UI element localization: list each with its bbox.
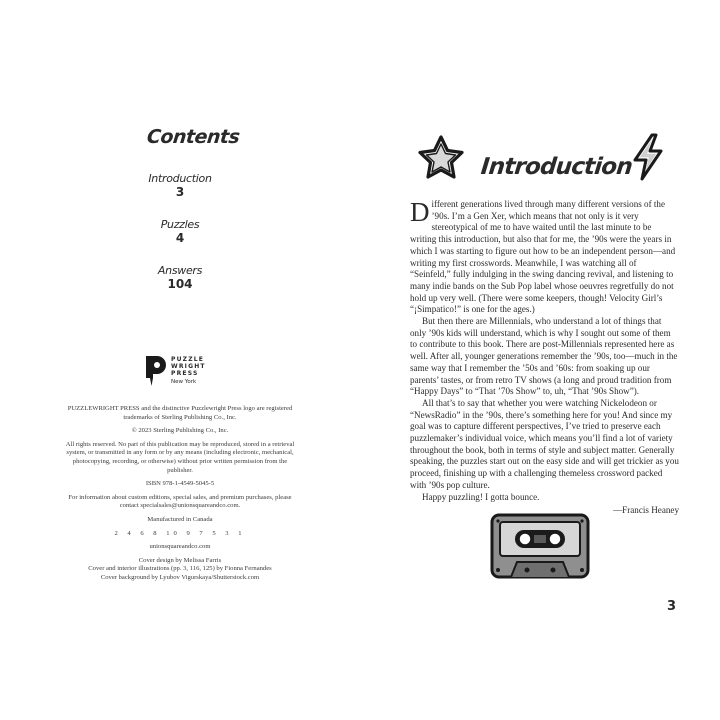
isbn: ISBN 978-1-4549-5045-5 — [145, 480, 215, 488]
logo-line: PRESS — [171, 370, 199, 377]
toc-entry-puzzles[interactable] — [130, 218, 230, 264]
publisher-logo — [143, 354, 223, 390]
print-line: 2 4 6 8 10 9 7 5 3 1 — [114, 529, 246, 537]
website: unionsquareandco.com — [149, 543, 211, 551]
copyright-block — [62, 405, 298, 583]
introduction-body — [410, 199, 679, 517]
copyright-line: © 2023 Sterling Publishing Co., Inc. — [131, 427, 229, 435]
paragraph: All that’s to say that whether you were watching Nickelodeon or “NewsRadio” in the ’90s, there’s something here for you! And since my goal was to capture different perspectives, I’ve tried to preserve each puzzlemaker’s individual voice, which means you’ll find a lot of variety throughout the book, both in terms of style and subject matter. Generally speaking, the puzzles start out on the easy side and will get trickier as you proceed, finishing up with a challenging themeless crossword packed with ’90s pop culture. — [410, 397, 679, 490]
paragraph: Happy puzzling! I gotta bounce. — [422, 491, 540, 502]
page-number: 3 — [667, 599, 677, 614]
background-credit: Cover background by Lyubov Vigurskaya/Shutterstock.com — [100, 573, 260, 581]
cover-design-credit: Cover design by Melissa Farris — [138, 556, 222, 564]
toc-page-number: 4 — [175, 231, 185, 245]
toc-label: Introduction — [148, 172, 212, 185]
toc-label: Puzzles — [160, 218, 200, 231]
toc-entry-answers[interactable] — [130, 264, 230, 310]
table-of-contents — [130, 172, 230, 310]
right-page — [360, 0, 720, 720]
star-icon — [416, 134, 466, 180]
logo-line: PUZZLE — [171, 356, 205, 363]
puzzle-pencil-logo-icon — [143, 354, 169, 388]
sales-info: For information about custom editions, special sales, and premium purchases, please contact specialsales@unionsquareandco.com. — [68, 493, 292, 510]
illustration-credit: Cover and interior illustrations (pp. 3, 116, 125) by Fionna Fernandes — [88, 565, 272, 573]
trademark-notice: PUZZLEWRIGHT PRESS and the distinctive Puzzlewright Press logo are registered trademarks of Sterling Publishing Co., Inc. — [67, 405, 293, 421]
author-signoff: —Francis Heaney — [613, 505, 679, 516]
toc-label: Answers — [157, 264, 203, 277]
contents-title: Contents — [145, 126, 241, 148]
page-title: Introduction — [479, 154, 634, 180]
logo-wordmark — [171, 356, 206, 377]
rights-notice: All rights reserved. No part of this publication may be reproduced, stored in a retrieval system, or transmitted in any form or by any means (including electronic, mechanical, photocopying, recording, or otherwise) without prior written permission from the publisher. — [65, 440, 295, 474]
paragraph: But then there are Millennials, who understand a lot of things that only ’90s kids will understand, which is why I sought out some of them to contribute to this book. There are post-Millennials represented here as well. After all, younger generations remember the ’90s, too—much in the same way that I remember the ’50s and ’60s: from soaking up our parents’ tastes, or from retro TV shows (a long and proud tradition from “Happy Days” to “That ’70s Show” to, uh, “That ’90s Show”). — [410, 316, 678, 397]
paragraph-text: ifferent generations lived through many different versions of the ’90s. I’m a Gen Xer, which means that not only is it very stereotypical of me to have waited until the last minute to be writing this introduction, but also that for me, the ’90s were the years in which I was starting to figure out how to be an independent person—and writing my first crosswords. Meanwhile, I was watching all of “Seinfeld,” fully indulging in the swing dancing revival, and listening to many indie bands on the Sub Pop label whose oeuvres regretfully do not hold up very well. (There were some keepers, though! Velocity Girl’s “¡Simpatico!” is one for the ages.) — [410, 199, 676, 315]
cassette-tape-icon — [489, 512, 591, 580]
toc-entry-introduction[interactable] — [130, 172, 230, 218]
toc-page-number: 104 — [167, 277, 193, 291]
lightning-bolt-icon — [630, 133, 666, 181]
toc-page-number: 3 — [175, 185, 185, 199]
drop-cap: D — [410, 197, 430, 227]
logo-city: New York — [171, 379, 197, 385]
paragraph — [410, 199, 679, 316]
logo-line: WRIGHT — [171, 363, 206, 370]
manufactured-line: Manufactured in Canada — [147, 515, 213, 523]
